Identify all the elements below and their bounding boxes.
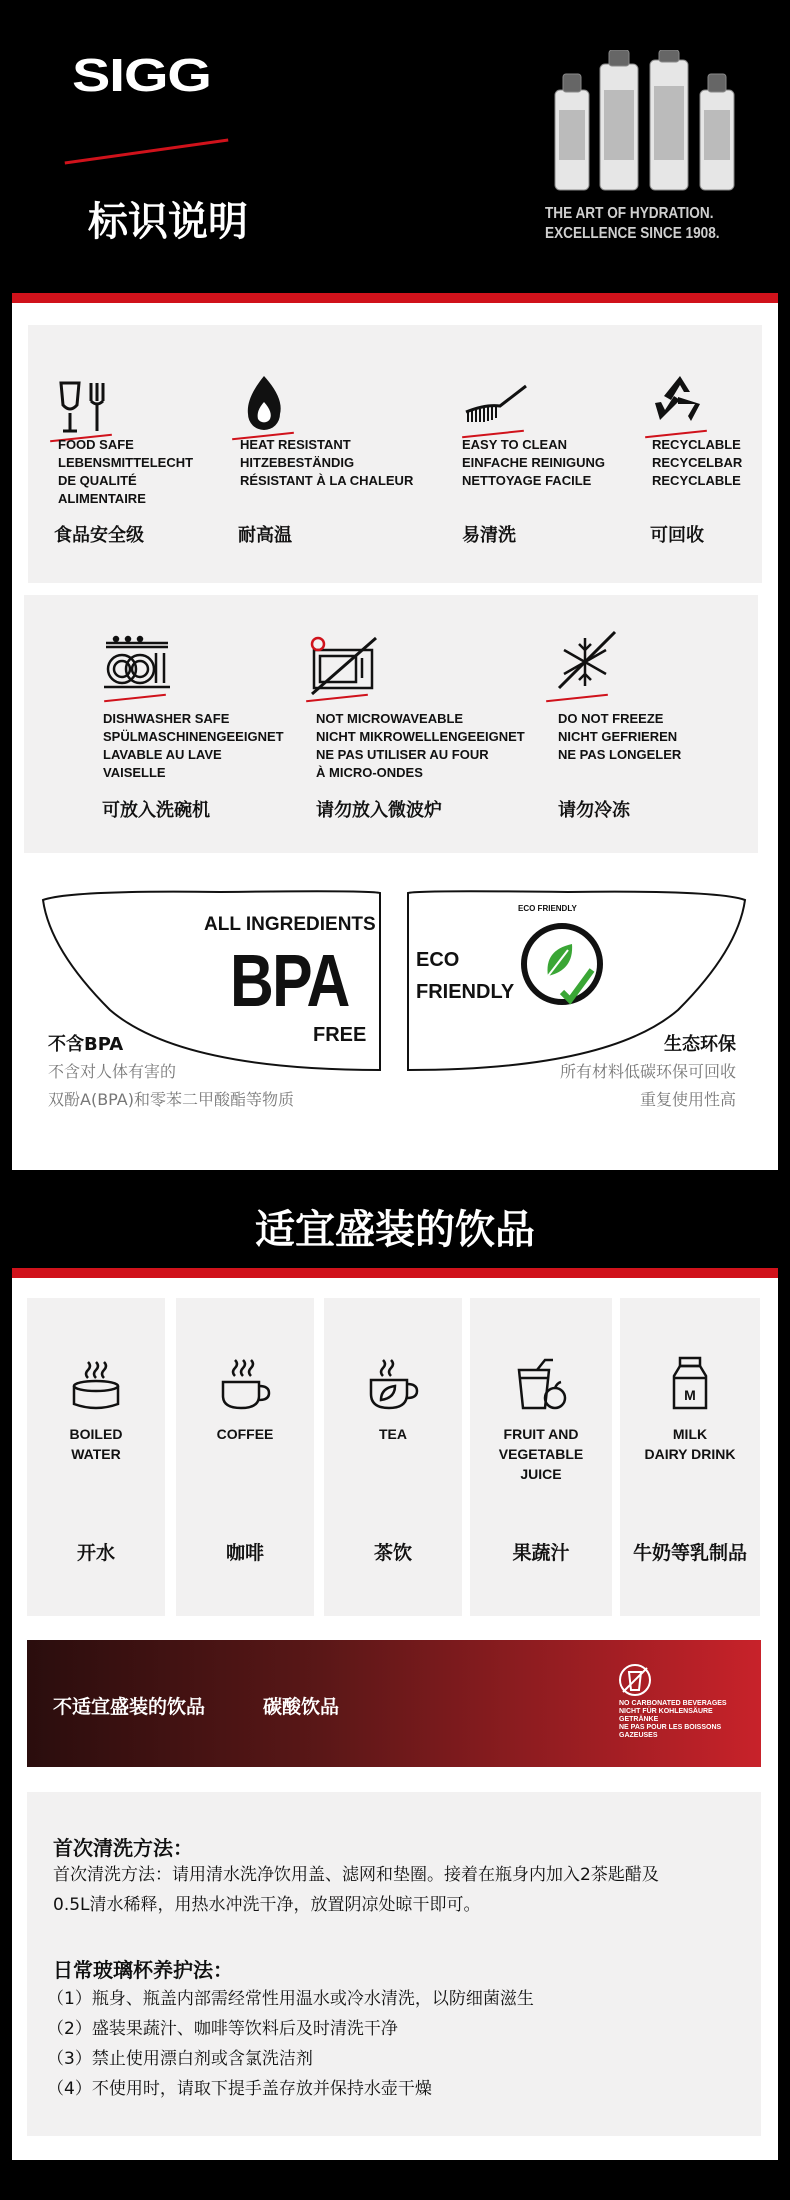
label-en: DO NOT FREEZE NICHT GEFRIEREN NE PAS LONGELER	[558, 711, 682, 762]
red-divider	[12, 293, 778, 303]
bpa-free-text: FREE	[313, 1024, 367, 1046]
no-carbonated-badge-text: NO CARBONATED BEVERAGES NICHT FÜR KOHLENSÄURE GETRÄNKE NE PAS POUR LES BOISSONS GAZEUSES	[619, 1700, 727, 1739]
milk-carton-icon	[662, 1356, 718, 1412]
daily-care-list	[47, 1984, 747, 2104]
bowl-steam-icon	[68, 1356, 124, 1412]
drink-card-tea	[324, 1298, 462, 1616]
first-wash-line-1: 首次清洗方法：请用清水洗净饮用盖、滤网和垫圈。接着在瓶身内加入2茶匙醋及	[53, 1865, 659, 1885]
red-divider	[12, 1268, 778, 1278]
first-wash-body	[53, 1860, 753, 1920]
label-en: RECYCLABLE RECYCELBAR RECYCLABLE	[652, 437, 743, 488]
red-accent-line	[65, 139, 229, 165]
eco-cn-title: 生态环保	[664, 1034, 736, 1055]
label-en: EASY TO CLEAN EINFACHE REINIGUNG NETTOYAGE FACILE	[462, 437, 606, 488]
bpa-cn-desc	[48, 1058, 294, 1114]
juice-apple-icon	[513, 1356, 569, 1412]
drink-label-cn: 果蔬汁	[512, 1542, 570, 1564]
drink-label-cn: 牛奶等乳制品	[632, 1542, 747, 1564]
flame-icon	[234, 372, 294, 432]
drink-label-cn: 茶饮	[373, 1542, 412, 1564]
label-cn: 请勿放入微波炉	[316, 800, 442, 821]
no-carbonated-icon	[617, 1662, 653, 1698]
tagline-line-2: EXCELLENCE SINCE 1908.	[545, 225, 720, 242]
bpa-cn-title: 不含BPA	[48, 1034, 124, 1055]
label-cn: 请勿冷冻	[558, 800, 630, 821]
eco-label-line-2: FRIENDLY	[416, 981, 515, 1003]
eco-badge-text: ECO FRIENDLY	[518, 904, 577, 913]
bottles-image	[545, 50, 755, 195]
drink-label-cn: 开水	[76, 1542, 115, 1564]
dishwasher-icon	[102, 633, 172, 693]
eco-cn-desc-2: 重复使用性高	[639, 1090, 736, 1109]
drink-card-boiled-water	[27, 1298, 165, 1616]
label-en: FOOD SAFE LEBENSMITTELECHT DE QUALITÉ ALIMENTAIRE	[58, 437, 194, 506]
drink-label-en: COFFEE	[216, 1426, 274, 1442]
bpa-big-text: BPA	[230, 939, 349, 1022]
eco-label-line-1: ECO	[416, 949, 460, 971]
drinks-section-title: 适宜盛装的饮品	[255, 1207, 535, 1253]
list-item: （3）禁止使用漂白剂或含氯洗洁剂	[47, 2049, 313, 2069]
drink-card-milk	[620, 1298, 760, 1616]
eco-label	[416, 944, 514, 1008]
tagline	[545, 204, 720, 244]
label-cn: 可回收	[650, 525, 704, 546]
label-cn: 食品安全级	[54, 525, 144, 546]
brush-icon	[462, 372, 532, 432]
list-item: （2）盛装果蔬汁、咖啡等饮料后及时清洗干净	[47, 2019, 398, 2039]
not-suitable-item: 碳酸饮品	[263, 1696, 340, 1718]
drink-label-en: FRUIT AND VEGETABLE JUICE	[498, 1426, 584, 1482]
list-item: （4）不使用时，请取下提手盖存放并保持水壶干燥	[47, 2079, 432, 2099]
eco-cn-desc-1: 所有材料低碳环保可回收	[559, 1062, 736, 1081]
label-cn: 可放入洗碗机	[102, 800, 210, 821]
drink-label-en: BOILED WATER	[69, 1426, 123, 1462]
not-suitable-label: 不适宜盛装的饮品	[53, 1696, 206, 1718]
drink-label-cn: 咖啡	[225, 1542, 264, 1564]
drink-card-coffee	[176, 1298, 314, 1616]
brand-logo: SIGG	[72, 49, 211, 101]
svg-text:M: M	[684, 1387, 696, 1403]
first-wash-line-2: 0.5L清水稀释，用热水冲洗干净，放置阴凉处晾干即可。	[53, 1895, 481, 1915]
bpa-cn-desc-2: 双酚A(BPA)和零苯二甲酸酯等物质	[48, 1090, 294, 1109]
eco-cn-desc	[560, 1058, 736, 1114]
label-en: NOT MICROWAVEABLE NICHT MIKROWELLENGEEIGNET NE PAS UTILISER AU FOUR À MICRO-ONDES	[316, 711, 525, 780]
drink-card-juice	[470, 1298, 612, 1616]
bpa-cn-desc-1: 不含对人体有害的	[48, 1062, 177, 1081]
label-cn: 耐高温	[238, 525, 292, 546]
fork-glass-icon	[55, 375, 115, 435]
page-title: 标识说明	[88, 199, 248, 245]
coffee-cup-icon	[217, 1356, 273, 1412]
label-cn: 易清洗	[462, 525, 516, 546]
tea-cup-icon	[365, 1356, 421, 1412]
no-microwave-icon	[310, 636, 378, 696]
label-en: DISHWASHER SAFE SPÜLMASCHINENGEEIGNET LAVABLE AU LAVE VAISELLE	[103, 711, 284, 780]
list-item: （1）瓶身、瓶盖内部需经常性用温水或冷水清洗，以防细菌滋生	[47, 1989, 534, 2009]
recycle-icon	[650, 370, 710, 430]
label-en: HEAT RESISTANT HITZEBESTÄNDIG RÉSISTANT À LA CHALEUR	[240, 437, 414, 488]
daily-care-title: 日常玻璃杯养护法：	[53, 1958, 233, 1982]
tagline-line-1: THE ART OF HYDRATION.	[545, 205, 714, 222]
not-suitable-bar	[27, 1640, 761, 1767]
drink-label-en: MILK DAIRY DRINK	[644, 1426, 736, 1462]
eco-leaf-check-icon	[518, 918, 606, 1008]
no-freeze-icon	[553, 630, 621, 690]
care-card	[27, 1792, 761, 2136]
first-wash-title: 首次清洗方法：	[53, 1836, 193, 1860]
bpa-top-text: ALL INGREDIENTS	[204, 914, 376, 935]
drink-label-en: TEA	[379, 1426, 407, 1442]
